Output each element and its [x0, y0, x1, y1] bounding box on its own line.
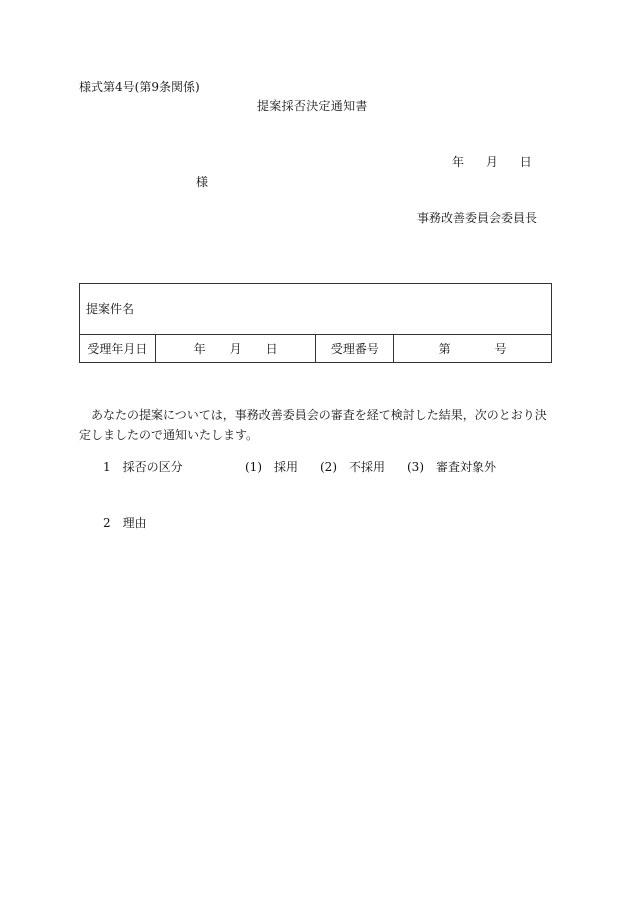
item2-label: 理由 [122, 516, 147, 530]
issue-date-day: 日 [519, 155, 532, 169]
received-date-cell [155, 335, 316, 363]
received-date-month: 月 [229, 341, 242, 356]
proposal-name-cell [80, 284, 552, 335]
option-not-adopted: (2) 不採用 [320, 460, 385, 474]
item2-number: 2 [103, 516, 111, 530]
sender-title: 事務改善委員会委員長 [417, 211, 538, 225]
option-adopted: (1) 採用 [245, 460, 298, 474]
form-number: 様式第4号(第9条関係) [79, 80, 200, 94]
receipt-number-suffix: 号 [494, 341, 507, 356]
received-date-label: 受理年月日 [80, 335, 156, 363]
option-not-eligible: (3) 審査対象外 [407, 460, 496, 474]
item-decision-category [103, 461, 496, 473]
receipt-number-cell [394, 335, 552, 363]
issue-date [452, 156, 532, 168]
notification-body: あなたの提案については，事務改善委員会の審査を経て検討した結果，次のとおり決定しましたので通知いたします。 [79, 408, 547, 442]
receipt-number-prefix: 第 [438, 341, 451, 356]
proposal-info-table [79, 283, 552, 363]
proposal-name-label: 提案件名 [86, 302, 135, 316]
item1-label: 採否の区分 [122, 460, 183, 474]
receipt-row [80, 335, 552, 363]
received-date-year: 年 [193, 341, 206, 356]
item-reason [103, 517, 147, 529]
received-date-day: 日 [265, 341, 278, 356]
addressee-suffix: 様 [196, 175, 209, 189]
item1-heading [103, 461, 245, 473]
issue-date-month: 月 [485, 155, 498, 169]
receipt-number-label: 受理番号 [316, 335, 394, 363]
issue-date-year: 年 [452, 155, 465, 169]
item1-number: 1 [103, 460, 111, 474]
proposal-name-row [80, 284, 552, 335]
document-title: 提案採否決定通知書 [257, 99, 368, 113]
